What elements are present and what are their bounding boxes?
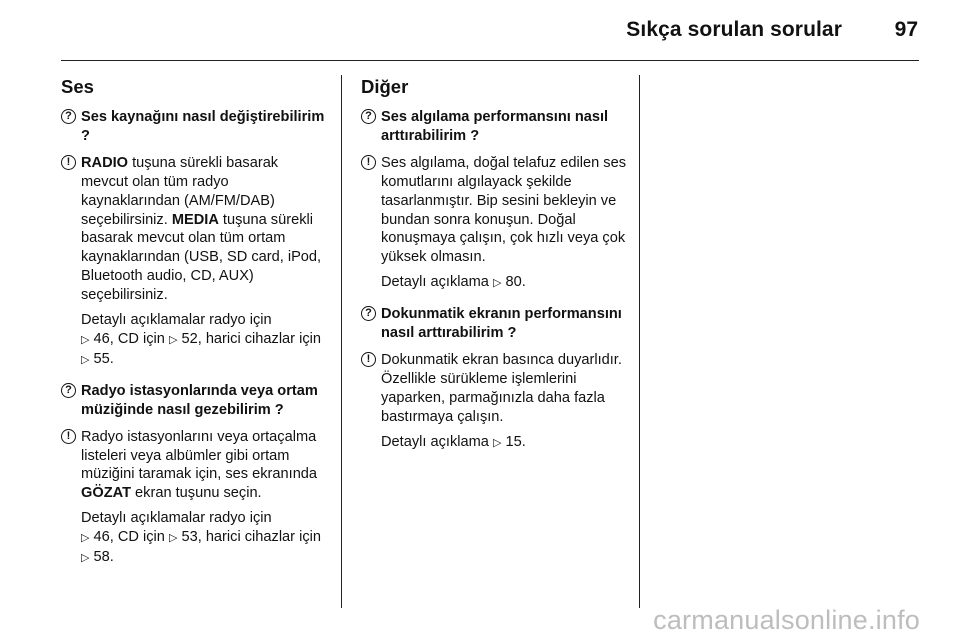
reference-text: 55. xyxy=(89,350,114,367)
column-divider-2 xyxy=(639,75,640,608)
exclamation-icon: ! xyxy=(361,352,376,367)
column-diger xyxy=(361,76,629,453)
answer-item xyxy=(361,351,629,427)
page-ref-arrow-icon: ▷ xyxy=(81,332,90,346)
reference-text: Detaylı açıklama xyxy=(381,433,493,450)
reference-text: 53, harici cihazlar için xyxy=(177,529,321,546)
column-divider-1 xyxy=(341,75,342,608)
answer-item xyxy=(361,154,629,267)
question-icon: ? xyxy=(61,109,76,124)
answer-item xyxy=(61,154,329,305)
reference-paragraph xyxy=(61,509,329,568)
reference-text: 46, CD için xyxy=(89,330,169,347)
page-ref-arrow-icon: ▷ xyxy=(168,332,178,346)
page-ref-arrow-icon: ▷ xyxy=(492,435,502,449)
question-text: Dokunmatik ekranın performansını nasıl arttırabilirim ? xyxy=(381,306,622,342)
question-item xyxy=(361,305,629,343)
reference-text: 58. xyxy=(89,549,114,566)
header-title: Sıkça sorulan sorular xyxy=(626,18,842,41)
question-item xyxy=(361,108,629,146)
answer-text: Radyo istasyonlarını veya ortaçalma listeleri veya albümler gibi ortam müziğini taramak için, ses ekranında xyxy=(81,428,318,483)
button-name-media: MEDIA xyxy=(171,211,219,228)
answer-text: Ses algılama, doğal telafuz edilen ses komutlarını algılayack şekilde tasarlanmıştır. Bip sesini bekleyin ve bundan sonra konuşun. Doğal konuşmaya çalışın, çok hızlı veya çok yüksek olmasın. xyxy=(381,154,627,266)
reference-paragraph xyxy=(361,433,629,453)
button-name-gozat: GÖZAT xyxy=(81,485,131,502)
header-rule xyxy=(61,60,919,61)
exclamation-icon: ! xyxy=(61,155,76,170)
page-ref-arrow-icon: ▷ xyxy=(81,551,90,565)
section-heading-ses: Ses xyxy=(61,76,94,97)
answer-text: tuşuna sürekli basarak mevcut olan tüm radyo kaynaklarından (AM/FM/DAB) seçebilirsiniz. xyxy=(81,154,279,228)
reference-text: Detaylı açıklama xyxy=(381,274,493,291)
reference-paragraph xyxy=(61,311,329,370)
question-text: Radyo istasyonlarında veya ortam müziğinde nasıl gezebilirim ? xyxy=(81,382,318,418)
question-text: Ses kaynağını nasıl değiştirebilirim ? xyxy=(81,109,325,144)
exclamation-icon: ! xyxy=(61,429,76,444)
watermark: carmanualsonline.info xyxy=(653,605,920,635)
reference-text: 15. xyxy=(501,433,526,450)
exclamation-icon: ! xyxy=(361,155,376,170)
column-ses xyxy=(61,76,329,568)
reference-text: Detaylı açıklamalar radyo için xyxy=(81,312,272,329)
answer-text: Dokunmatik ekran basınca duyarlıdır. Özellikle sürükleme işlemlerini yaparken, parmağınızla daha fazla bastırmaya çalışın. xyxy=(381,351,622,425)
question-item xyxy=(61,382,329,420)
reference-text: Detaylı açıklamalar radyo için xyxy=(81,510,272,527)
answer-text: ekran tuşunu seçin. xyxy=(131,485,262,502)
reference-text: 80. xyxy=(501,274,526,291)
page-ref-arrow-icon: ▷ xyxy=(81,531,90,545)
button-name-radio: RADIO xyxy=(81,154,129,171)
question-icon: ? xyxy=(61,383,76,398)
page-number: 97 xyxy=(894,18,918,41)
reference-paragraph xyxy=(361,273,629,293)
answer-text: tuşuna sürekli basarak mevcut olan tüm ortam kaynaklarından (USB, SD card, iPod, Bluetooth audio, CD, AUX) seçebilirsiniz. xyxy=(81,211,322,304)
question-item xyxy=(61,108,329,146)
section-heading-diger: Diğer xyxy=(361,76,409,97)
page-ref-arrow-icon: ▷ xyxy=(492,276,502,290)
answer-item xyxy=(61,428,329,504)
question-icon: ? xyxy=(361,306,376,321)
question-icon: ? xyxy=(361,109,376,124)
reference-text: 46, CD için xyxy=(89,529,169,546)
reference-text: 52, harici cihazlar için xyxy=(177,330,321,347)
page-ref-arrow-icon: ▷ xyxy=(81,352,90,366)
page-ref-arrow-icon: ▷ xyxy=(168,531,178,545)
question-text: Ses algılama performansını nasıl arttırabilirim ? xyxy=(381,109,609,144)
